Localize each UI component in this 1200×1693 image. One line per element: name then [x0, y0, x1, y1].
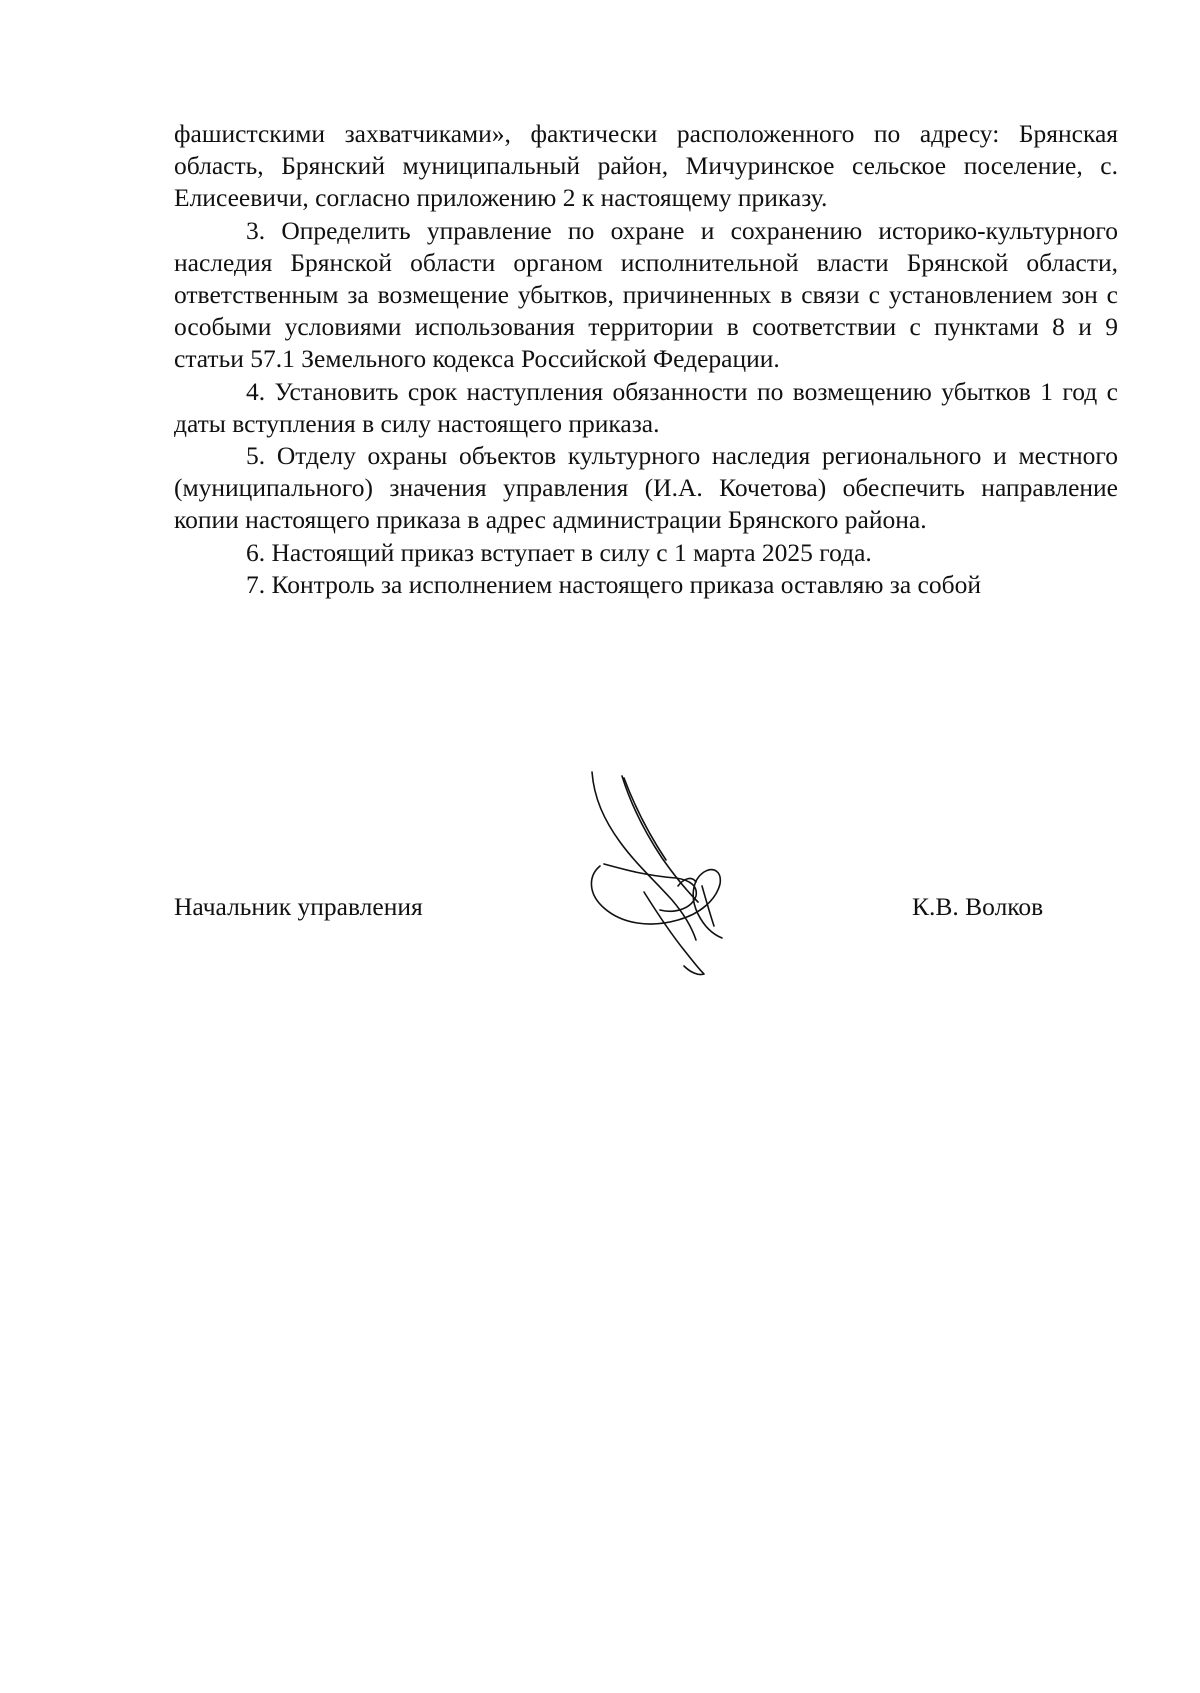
item-3-paragraph: 3. Определить управление по охране и сохранению историко-культурного наследия Брянской области органом исполнительной власти Брянской области, ответственным за возмещение убытков, причиненных в связи с установлением зон с особыми условиями использования территории в соответствии с пунктами 8 и 9 статьи 57.1 Земельного кодекса Российской Федерации. [174, 215, 1118, 374]
continuation-paragraph: фашистскими захватчиками», фактически расположенного по адресу: Брянская область, Брянский муниципальный район, Мичуринское сельское поселение, с. Елисеевичи, согласно приложению 2 к настоящему приказу. [174, 119, 1118, 213]
signer-position-title: Начальник управления [174, 892, 423, 921]
item-4-paragraph: 4. Установить срок наступления обязанности по возмещению убытков 1 год с даты вступления в силу настоящего приказа. [174, 376, 1118, 438]
document-body [174, 118, 1118, 601]
handwritten-signature [580, 768, 740, 980]
item-6-paragraph: 6. Настоящий приказ вступает в силу с 1 марта 2025 года. [246, 537, 872, 567]
signer-name: К.В. Волков [912, 892, 1044, 921]
item-7-paragraph: 7. Контроль за исполнением настоящего приказа оставляю за собой [246, 569, 981, 599]
item-5-paragraph: 5. Отделу охраны объектов культурного наследия регионального и местного (муниципального) значения управления (И.А. Кочетова) обеспечить направление копии настоящего приказа в адрес администрации Брянского района. [174, 441, 1118, 535]
